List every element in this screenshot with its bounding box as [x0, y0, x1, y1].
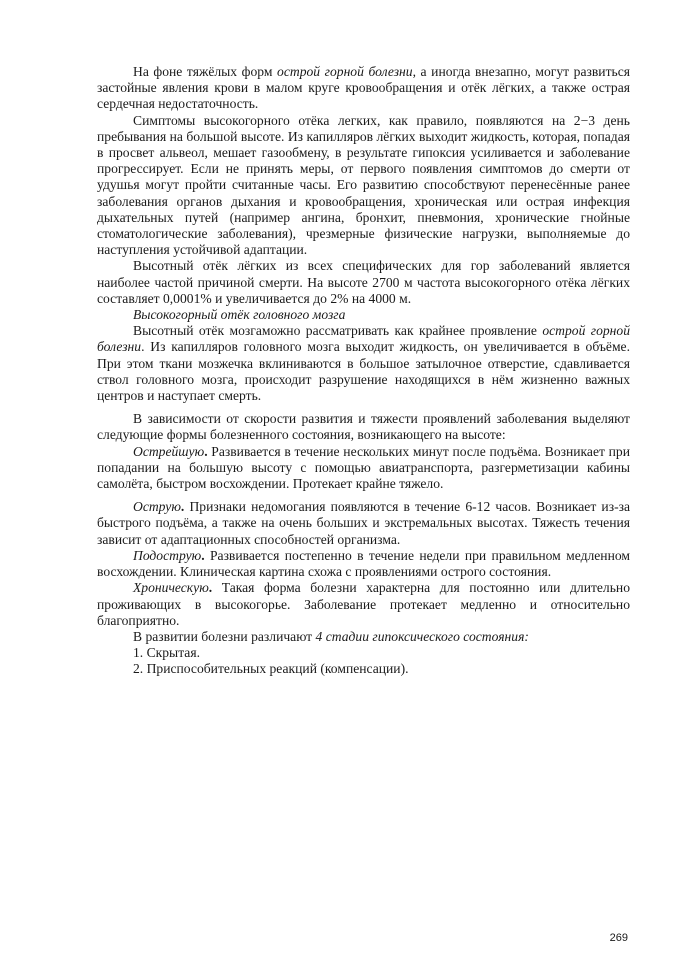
list-item: 1. Скрытая.	[133, 645, 200, 661]
italic-term: 4 стадии гипоксического состояния:	[315, 628, 529, 644]
paragraph-pulmonary-edema-frequency: Высотный отёк лёгких из всех специфических для гор заболеваний является наиболее частой причиной смерти. На высоте 2700 м частота высокогорного отёка лёгких составляет 0,0001% и увеличивается до 2% на 4000 м.	[97, 258, 630, 306]
form-chronic	[97, 580, 630, 629]
paragraph-stages-intro	[97, 629, 630, 645]
form-dot: .	[201, 547, 205, 563]
form-description: Развивается постепенно в течение недели при правильном медленном восхождении. Клиническая картина схожа с проявлениями острого состояния.	[97, 547, 630, 580]
form-dot: .	[204, 443, 208, 459]
form-dot: .	[208, 580, 213, 596]
form-description: Развивается в течение нескольких минут после подъёма. Возникает при попадании на большую высоту с помощью авиатранспорта, разгерметизации кабины самолёта, быстром восхождении. Протекает крайне тяжело.	[97, 443, 630, 492]
paragraph-cerebral-edema	[97, 323, 630, 404]
text: На фоне тяжёлых форм	[133, 64, 278, 79]
subheading-cerebral-edema: Высокогорный отёк головного мозга	[133, 307, 346, 323]
paragraph-forms-intro: В зависимости от скорости развития и тяжести проявлений заболевания выделяют следующие формы болезненного состояния, возникающего на высоте:	[97, 411, 630, 443]
form-name: Острую	[133, 499, 181, 515]
text: Высотный отёк мозгаможно рассматривать как крайнее проявление	[133, 323, 543, 339]
italic-term: острой горной болезни	[97, 323, 631, 355]
text: , а иногда внезапно, могут развиться застойные явления крови в малом круге кровообращения и отёк лёгких, а также острая сердечная недостаточность.	[97, 64, 631, 112]
form-name: Подострую	[133, 547, 202, 563]
paragraph-acute-mountain-sickness	[97, 64, 630, 113]
document-page	[97, 64, 630, 678]
page-number: 269	[609, 932, 628, 944]
form-subacute	[97, 548, 630, 580]
form-dot: .	[180, 499, 185, 515]
italic-term: острой горной болезни	[277, 64, 413, 79]
form-fulminant	[97, 444, 630, 493]
paragraph-pulmonary-edema-symptoms: Симптомы высокогорного отёка легких, как правило, появляются на 2−3 день пребывания на большой высоте. Из капилляров лёгких выходит жидкость, которая, попадая в просвет альвеол, мешает газообмену, в результате гипоксия усиливается и заболевание прогрессирует. Если не принять меры, от первого появления симптомов до смерти от удушья могут пройти считанные часы. Его развитию способствуют перенесённые ранее заболевания органов дыхания и кровообращения, хроническая или острая инфекция дыхательных путей (например ангина, бронхит, пневмония, хронические гнойные стоматологические заболевания), чрезмерные физические нагрузки, выполняемые до наступления устойчивой адаптации.	[97, 112, 630, 258]
text: . Из капилляров головного мозга выходит жидкость, он увеличивается в объёме. При этом ткани мозжечка вклиниваются в большое затылочное отверстие, сдавливается ствол головного мозга, происходит разрушение находящихся в нём жизненно важных центров и наступает смерть.	[97, 339, 630, 404]
text: В развитии болезни различают	[133, 628, 316, 644]
form-name: Острейшую	[133, 443, 205, 459]
form-description: Признаки недомогания появляются в течение 6-12 часов. Возникает из-за быстрого подъёма, а также на очень больших и экстремальных высотах. Тяжесть течения зависит от адаптационных способностей организма.	[97, 499, 630, 547]
form-acute	[97, 499, 630, 548]
form-description: Такая форма болезни характерна для постоянно или длительно проживающих в высокогорье. Заболевание протекает медленно и относительно благоприятно.	[97, 580, 630, 628]
list-item: 2. Приспособительных реакций (компенсации).	[133, 661, 409, 677]
stages-list	[97, 645, 630, 677]
form-name: Хроническую	[133, 580, 209, 596]
